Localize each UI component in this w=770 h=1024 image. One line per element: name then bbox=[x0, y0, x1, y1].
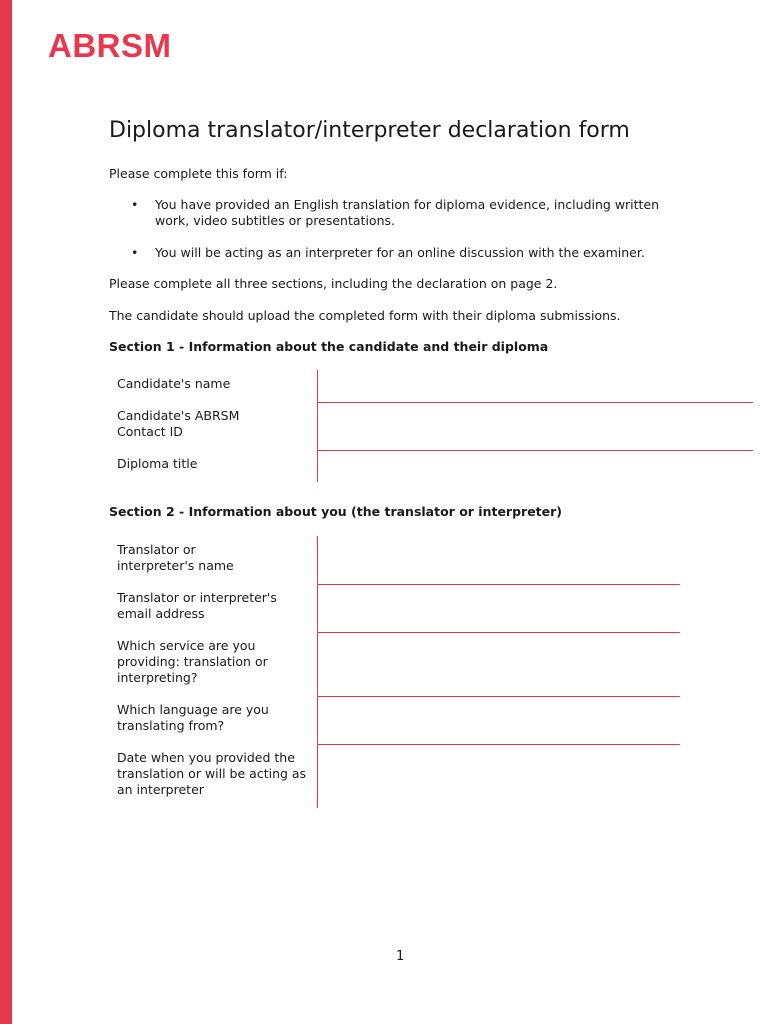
translator-name-field[interactable] bbox=[318, 536, 681, 558]
field-label: Which service are you providing: translation or interpreting? bbox=[109, 632, 317, 696]
table-row bbox=[109, 370, 753, 402]
abrsm-logo: ABRSM bbox=[48, 27, 172, 64]
accent-bar bbox=[0, 0, 12, 1024]
candidate-name-field[interactable] bbox=[318, 370, 754, 392]
table-row bbox=[109, 450, 753, 482]
date-cell bbox=[317, 744, 680, 808]
field-label: Candidate's name bbox=[109, 370, 317, 402]
page-title: Diploma translator/interpreter declaration form bbox=[109, 118, 630, 143]
table-row bbox=[109, 632, 680, 696]
translator-email-cell bbox=[317, 584, 680, 632]
translator-email-field[interactable] bbox=[318, 585, 681, 607]
list-item: • You will be acting as an interpreter for an online discussion with the examiner. bbox=[109, 245, 749, 261]
language-cell bbox=[317, 696, 680, 744]
field-label: Date when you provided the translation or will be acting as an interpreter bbox=[109, 744, 317, 808]
field-label: Which language are you translating from? bbox=[109, 696, 317, 744]
language-field[interactable] bbox=[318, 697, 681, 719]
condition-list bbox=[109, 197, 749, 277]
service-cell bbox=[317, 632, 680, 696]
section-2-heading: Section 2 - Information about you (the translator or interpreter) bbox=[109, 504, 563, 519]
diploma-title-cell bbox=[317, 450, 753, 482]
field-label: Diploma title bbox=[109, 450, 317, 482]
section-1-table bbox=[109, 370, 753, 482]
translator-name-cell bbox=[317, 536, 680, 584]
field-label: Translator or interpreter's name bbox=[109, 536, 317, 584]
diploma-title-field[interactable] bbox=[318, 451, 754, 473]
table-row bbox=[109, 536, 680, 584]
table-row bbox=[109, 696, 680, 744]
list-item: • You have provided an English translation for diploma evidence, including written work, video subtitles or presentations. bbox=[109, 197, 675, 229]
section-1-heading: Section 1 - Information about the candidate and their diploma bbox=[109, 339, 549, 354]
instruction-upload: The candidate should upload the completed form with their diploma submissions. bbox=[109, 308, 621, 323]
intro-text: Please complete this form if: bbox=[109, 166, 288, 181]
table-row bbox=[109, 744, 680, 808]
field-label: Translator or interpreter's email address bbox=[109, 584, 317, 632]
table-row bbox=[109, 584, 680, 632]
contact-id-cell bbox=[317, 402, 753, 450]
page-number: 1 bbox=[396, 949, 405, 964]
service-field[interactable] bbox=[318, 633, 681, 655]
table-row bbox=[109, 402, 753, 450]
contact-id-field[interactable] bbox=[318, 403, 754, 425]
candidate-name-cell bbox=[317, 370, 753, 402]
instruction-sections: Please complete all three sections, including the declaration on page 2. bbox=[109, 276, 558, 291]
date-field[interactable] bbox=[318, 745, 681, 767]
section-2-table bbox=[109, 536, 680, 808]
field-label: Candidate's ABRSM Contact ID bbox=[109, 402, 317, 450]
